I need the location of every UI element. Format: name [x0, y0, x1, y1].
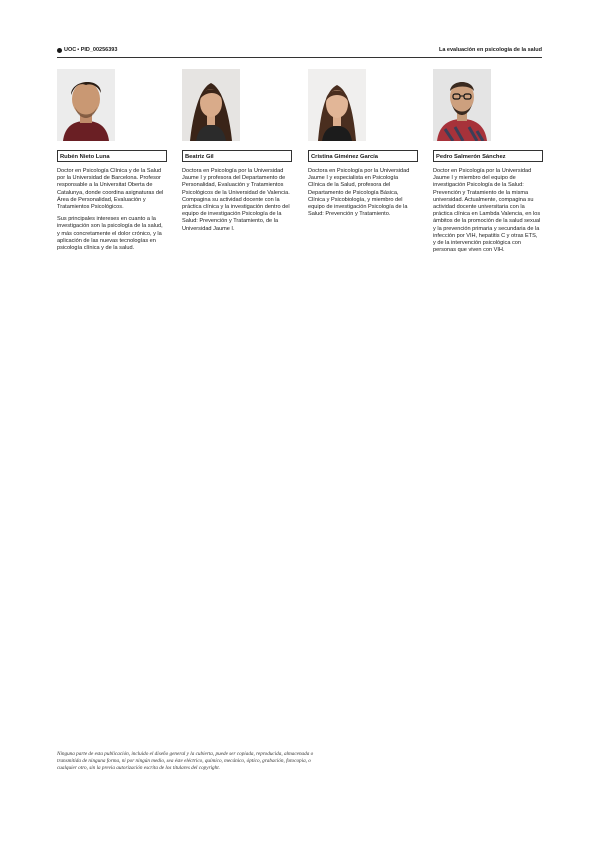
author-photo: [57, 69, 115, 141]
authors-section: [57, 69, 544, 309]
author-card: [433, 69, 543, 259]
author-bio: [433, 168, 541, 254]
bio-paragraph: Doctor en Psicología Clínica y de la Salud por la Universidad de Barcelona. Profesor responsable a la Universitat Oberta de Catalunya, donde coordina asignaturas del Área de Personalidad, Evaluación y Tratamientos Psicológicos.: [57, 168, 164, 211]
author-name: Beatriz Gil: [182, 150, 292, 162]
bio-paragraph: Sus principales intereses en cuanto a la investigación son la psicología de la salud, y más concretamente el dolor crónico, y la aplicación de las nuevas tecnologías en psicología clínica y de la salud.: [57, 216, 163, 252]
author-card: [182, 69, 292, 238]
author-name: Cristina Giménez García: [308, 150, 418, 162]
logo-text: UOC: [64, 47, 77, 53]
copyright-notice: Ninguna parte de esta publicación, incluido el diseño general y la cubierta, puede ser copiada, reproducida, almacenada o transmitida de ninguna forma, ni por ningún medio, sea éste eléctrico, químico, mecánico, óptico, grabación, fotocopia, o cualquier otro, sin la previa autorización escrita de los titulares del copyright.: [57, 751, 314, 771]
author-card: [57, 69, 167, 257]
document-id: • PID_00256393: [77, 47, 118, 53]
header-left: [57, 47, 117, 53]
page-header: [57, 47, 542, 58]
bio-paragraph: Doctora en Psicología por la Universidad Jaume I y especialista en Psicología Clínica de la Salud, profesora del Departamento de Psicología Básica, Clínica y Psicobiología, y miembro del equipo de investigación Psicología de la Salud: Prevención y Tratamiento.: [308, 168, 410, 218]
author-name: Rubén Nieto Luna: [57, 150, 167, 162]
author-photo: [182, 69, 240, 141]
author-bio: [308, 168, 416, 218]
bio-paragraph: Doctor en Psicología por la Universidad Jaume I y miembro del equipo de investigación Psicología de la Salud: Prevención y Tratamiento de la misma universidad. Actualmente, compagina su actividad docente universitaria con la práctica clínica en Lambda Valencia, en los ámbitos de la promoción de la salud sexual y la prevención primaria y secundaria de la infección por VIH, hepatitis C y otras ETS, y de la intervención psicológica con personas que viven con VIH.: [433, 168, 541, 254]
uoc-logo-icon: [57, 48, 62, 53]
author-name: Pedro Salmerón Sánchez: [433, 150, 543, 162]
author-bio: [57, 168, 165, 252]
author-photo: [308, 69, 366, 141]
author-photo: [433, 69, 491, 141]
running-title: La evaluación en psicología de la salud: [438, 47, 542, 53]
author-bio: [182, 168, 290, 233]
bio-paragraph: Doctora en Psicología por la Universidad Jaume I y profesora del Departamento de Personalidad, Evaluación y Tratamientos Psicológicos de la Universidad de Valencia. Compagina su actividad docente con la práctica clínica y la investigación dentro del equipo de investigación Psicología de la Salud: Prevención y Tratamiento, de la Universidad Jaume I.: [182, 168, 290, 232]
author-card: [308, 69, 418, 223]
